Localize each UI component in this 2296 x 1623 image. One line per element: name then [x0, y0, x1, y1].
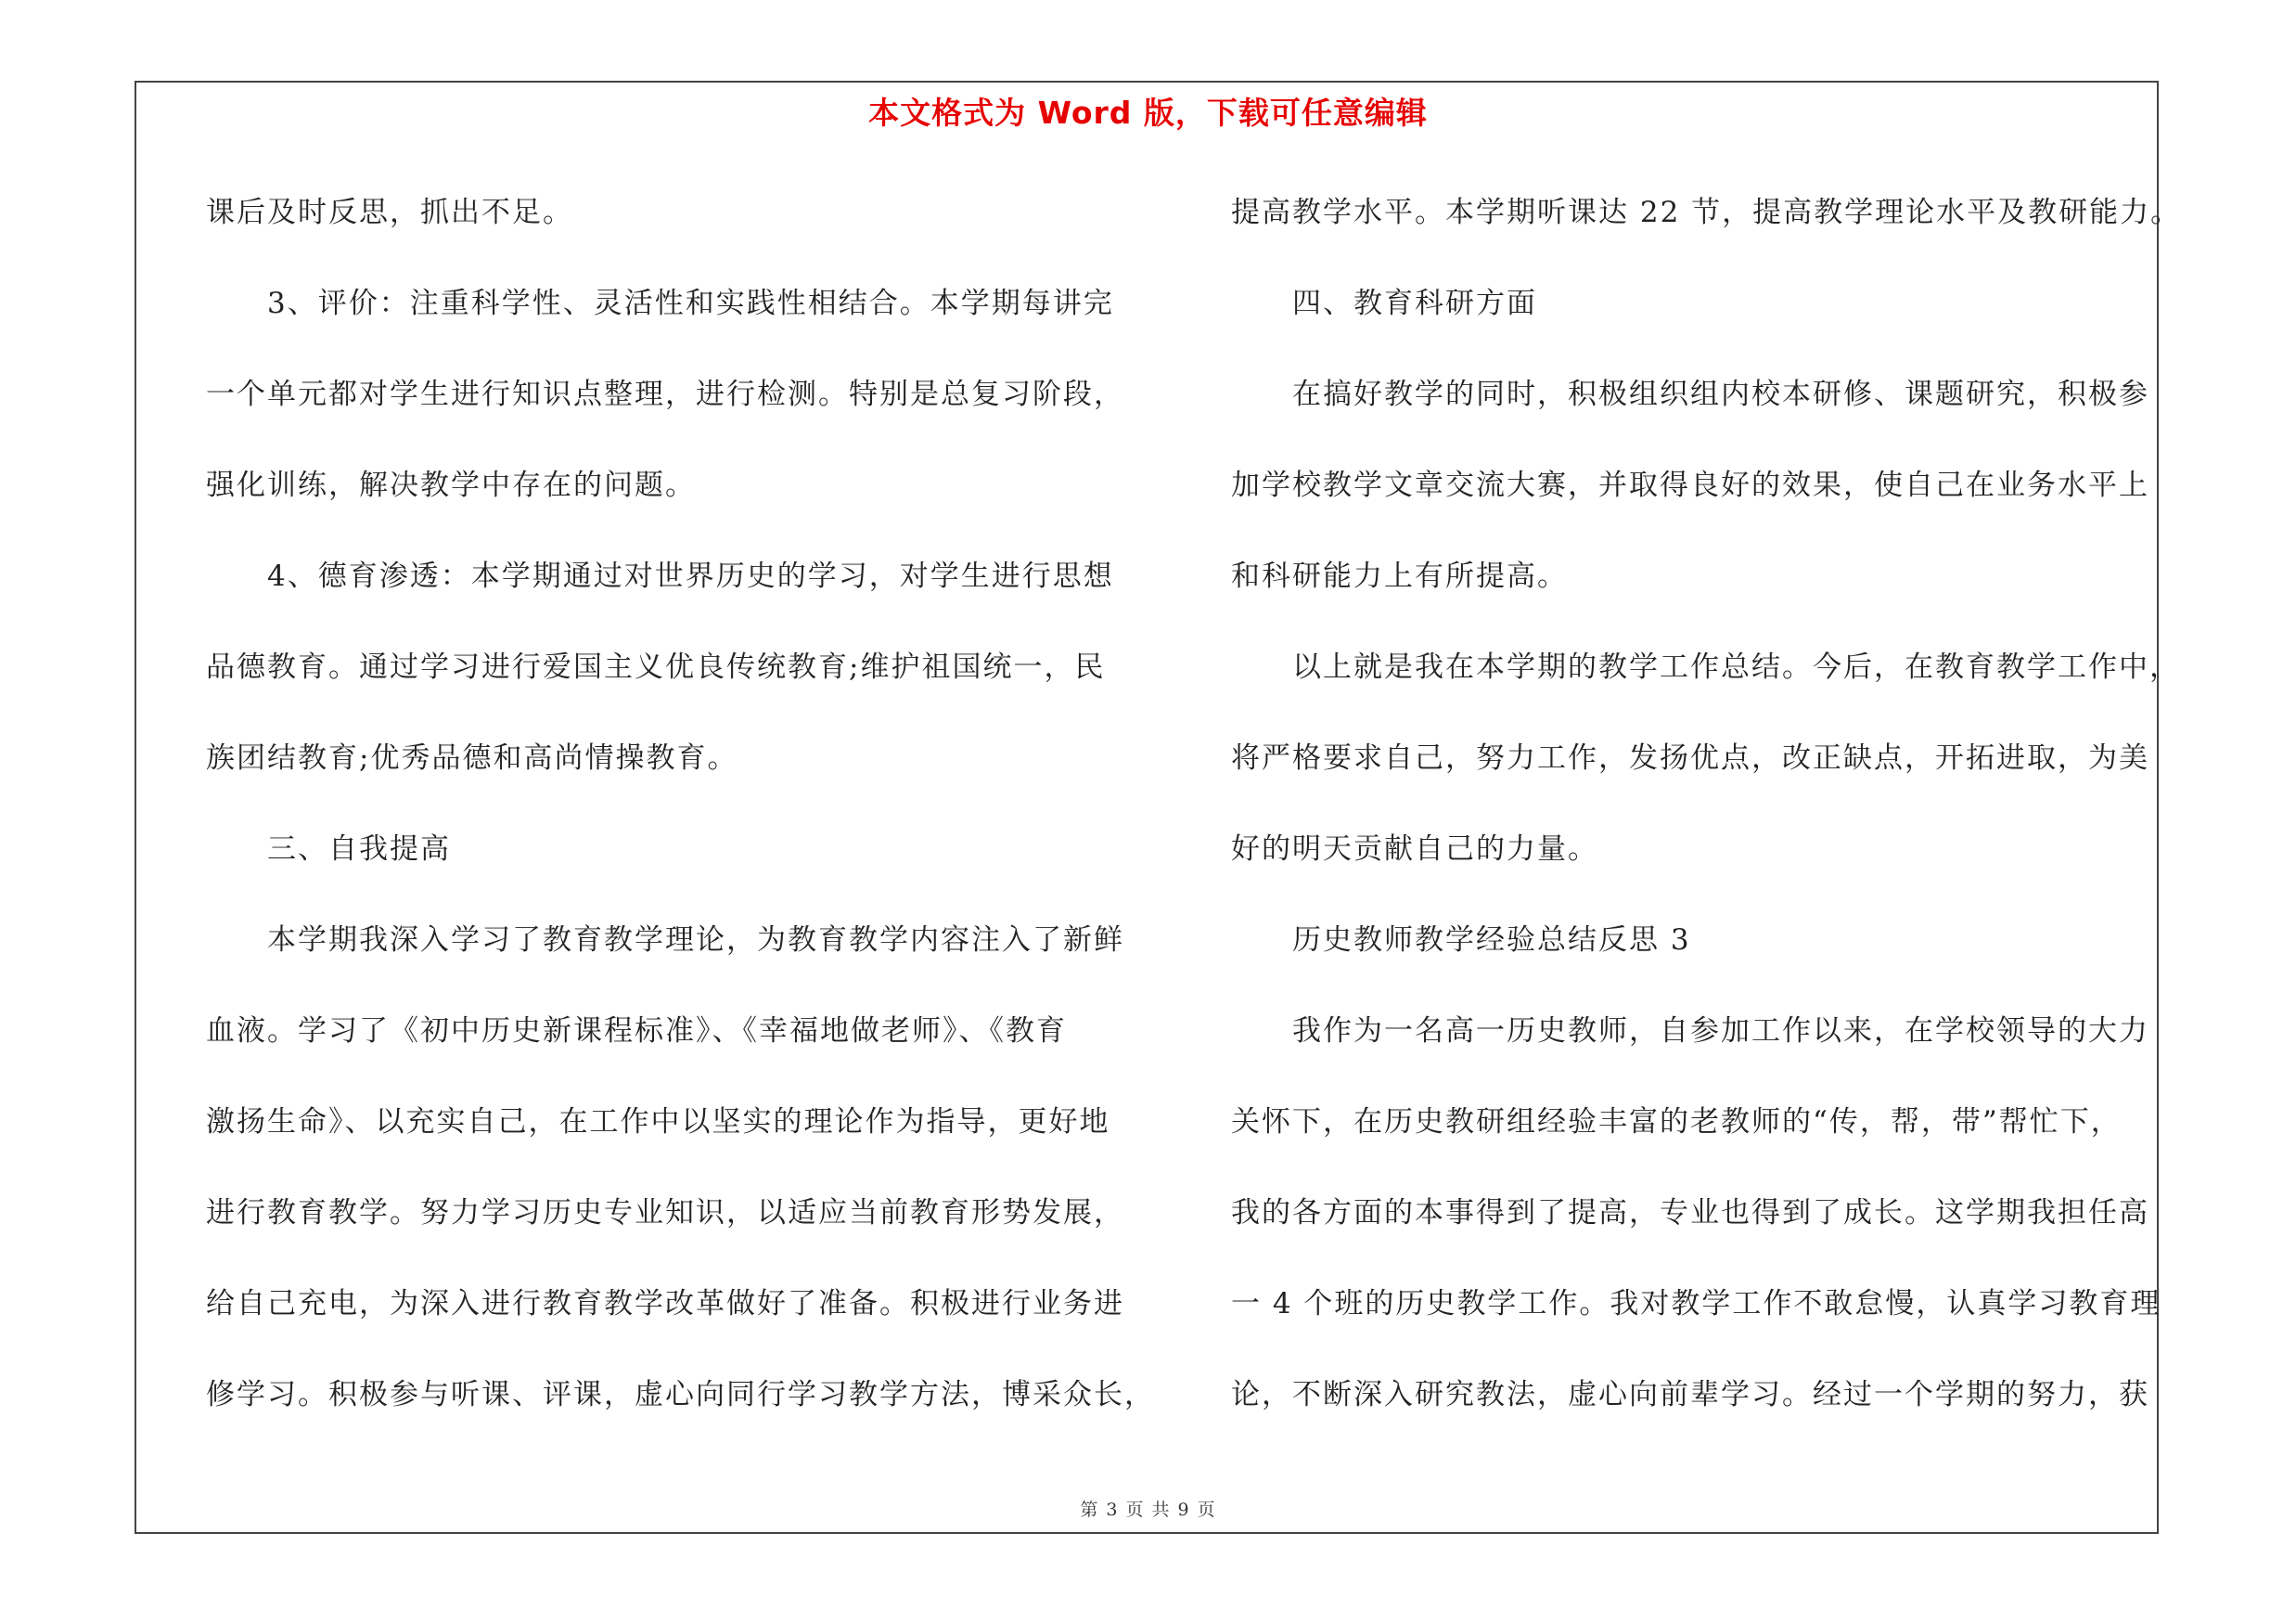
left-text-column: [206, 186, 1155, 1459]
text-line: 修学习。积极参与听课、评课，虚心向同行学习教学方法，博采众长，: [206, 1378, 1155, 1411]
footer-total-label: 共: [1151, 1500, 1171, 1520]
text-line: 3、评价：注重科学性、灵活性和实践性相结合。本学期每讲完: [267, 287, 1114, 320]
text-line: 强化训练，解决教学中存在的问题。: [206, 469, 696, 502]
footer-prefix: 第: [1080, 1500, 1099, 1520]
text-line: 进行教育教学。努力学习历史专业知识，以适应当前教育形势发展，: [206, 1196, 1124, 1230]
text-line: 在搞好教学的同时，积极组织组内校本研修、课题研究，积极参: [1292, 378, 2149, 411]
text-line: 本学期我深入学习了教育教学理论，为教育教学内容注入了新鲜: [267, 923, 1124, 957]
right-text-column: [1231, 186, 2187, 1459]
word-format-notice: 本文格式为 Word 版，下载可任意编辑: [868, 95, 1428, 131]
text-line: 和科研能力上有所提高。: [1231, 560, 1568, 593]
footer-total-pages: 9: [1177, 1500, 1190, 1520]
text-line: 三、自我提高: [267, 832, 451, 866]
text-line: 历史教师教学经验总结反思 3: [1292, 923, 1691, 957]
page-number-footer: [0, 1496, 2296, 1521]
text-line: 提高教学水平。本学期听课达 22 节，提高教学理论水平及教研能力。: [1231, 196, 2182, 229]
text-line: 好的明天贡献自己的力量。: [1231, 832, 1598, 866]
text-line: 论，不断深入研究教法，虚心向前辈学习。经过一个学期的努力，获: [1231, 1378, 2149, 1411]
text-line: 血液。学习了《初中历史新课程标准》、《幸福地做老师》、《教育: [206, 1014, 1067, 1048]
text-line: 一 4 个班的历史教学工作。我对教学工作不敢怠慢，认真学习教育理: [1231, 1287, 2161, 1320]
text-line: 品德教育。通过学习进行爱国主义优良传统教育;维护祖国统一，民: [206, 650, 1106, 684]
text-line: 将严格要求自己，努力工作，发扬优点，改正缺点，开拓进取，为美: [1231, 741, 2149, 775]
footer-suffix: 页: [1197, 1500, 1216, 1520]
text-line: 给自己充电，为深入进行教育教学改革做好了准备。积极进行业务进: [206, 1287, 1124, 1320]
footer-page-label: 页: [1125, 1500, 1145, 1520]
text-line: 族团结教育;优秀品德和高尚情操教育。: [206, 741, 738, 775]
text-line: 我作为一名高一历史教师，自参加工作以来，在学校领导的大力: [1292, 1014, 2149, 1048]
text-line: 加学校教学文章交流大赛，并取得良好的效果，使自己在业务水平上: [1231, 469, 2149, 502]
text-line: 以上就是我在本学期的教学工作总结。今后，在教育教学工作中，: [1292, 650, 2180, 684]
text-line: 关怀下，在历史教研组经验丰富的老教师的“传，帮，带”帮忙下，: [1231, 1105, 2122, 1139]
text-line: 四、教育科研方面: [1292, 287, 1537, 320]
text-line: 课后及时反思，抓出不足。: [206, 196, 573, 229]
footer-current-page: 3: [1106, 1500, 1119, 1520]
text-line: 一个单元都对学生进行知识点整理，进行检测。特别是总复习阶段，: [206, 378, 1124, 411]
text-line: 激扬生命》、以充实自己，在工作中以坚实的理论作为指导，更好地: [206, 1105, 1110, 1139]
text-line: 我的各方面的本事得到了提高，专业也得到了成长。这学期我担任高: [1231, 1196, 2149, 1230]
text-line: 4、德育渗透：本学期通过对世界历史的学习，对学生进行思想: [267, 560, 1114, 593]
